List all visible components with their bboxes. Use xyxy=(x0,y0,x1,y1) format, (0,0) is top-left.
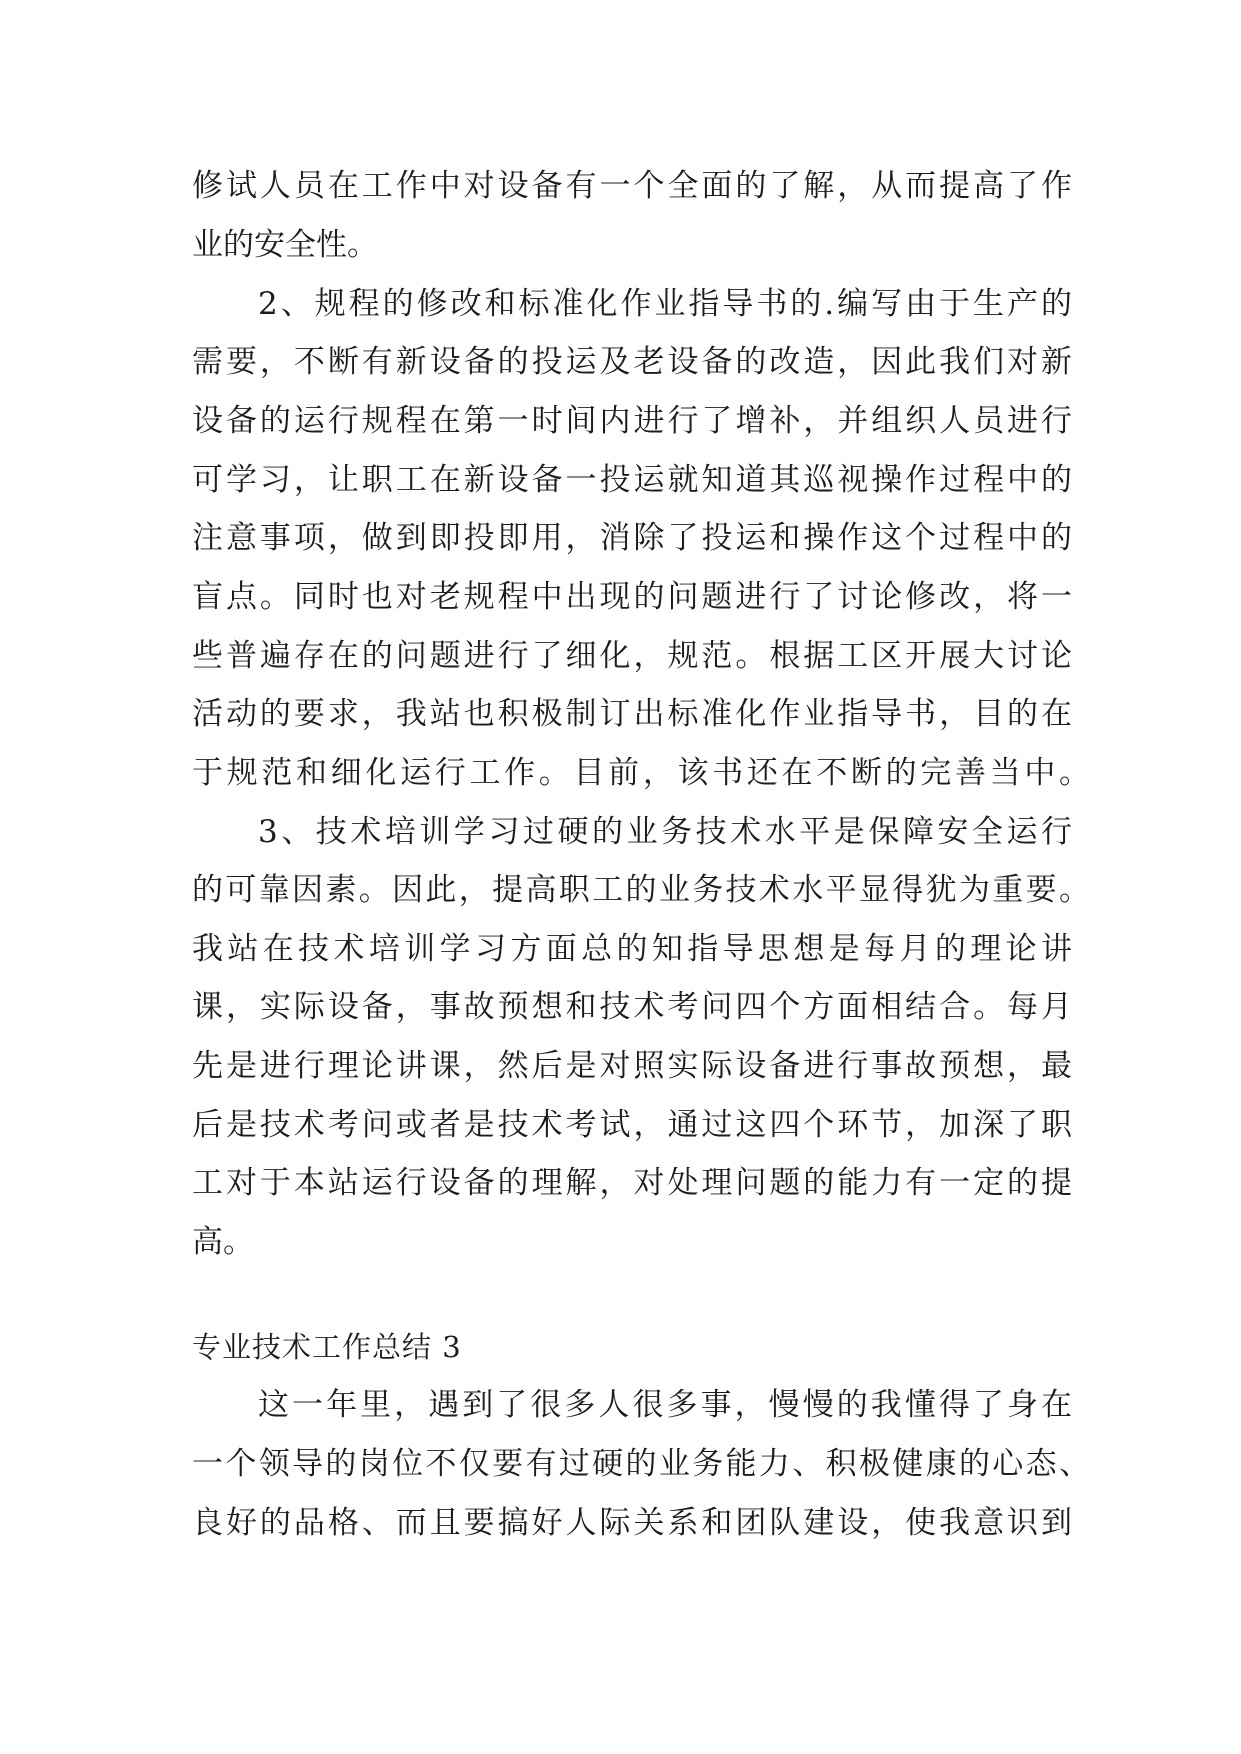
body-line-1: 修试人员在工作中对设备有一个全面的了解，从而提高了作 xyxy=(192,168,1072,204)
body-line-4: 需要，不断有新设备的投运及老设备的改造，因此我们对新 xyxy=(192,344,1072,380)
body-line-7: 注意事项，做到即投即用，消除了投运和操作这个过程中的 xyxy=(192,520,1072,556)
body-line-14: 我站在技术培训学习方面总的知指导思想是每月的理论讲 xyxy=(192,931,1072,967)
body-line-18: 工对于本站运行设备的理解，对处理问题的能力有一定的提 xyxy=(192,1165,1072,1201)
body-line-12: 3、技术培训学习过硬的业务技术水平是保障安全运行 xyxy=(258,814,1072,850)
body-line-10: 活动的要求，我站也积极制订出标准化作业指导书，目的在 xyxy=(192,696,1072,732)
body-line-6: 可学习，让职工在新设备一投运就知道其巡视操作过程中的 xyxy=(192,462,1072,498)
body-line-21: 一个领导的岗位不仅要有过硬的业务能力、积极健康的心态、 xyxy=(192,1446,1090,1482)
body-line-15: 课，实际设备，事故预想和技术考问四个方面相结合。每月 xyxy=(192,989,1072,1025)
body-line-9: 些普遍存在的问题进行了细化，规范。根据工区开展大讨论 xyxy=(192,638,1072,674)
body-line-2: 业的安全性。 xyxy=(192,227,378,263)
body-line-13: 的可靠因素。因此，提高职工的业务技术水平显得犹为重要。 xyxy=(192,872,1090,908)
body-line-5: 设备的运行规程在第一时间内进行了增补，并组织人员进行 xyxy=(192,403,1072,439)
body-line-11: 于规范和细化运行工作。目前，该书还在不断的完善当中。 xyxy=(192,755,1090,791)
body-line-8: 盲点。同时也对老规程中出现的问题进行了讨论修改，将一 xyxy=(192,579,1072,615)
section-heading: 专业技术工作总结 3 xyxy=(192,1330,462,1364)
body-line-17: 后是技术考问或者是技术考试，通过这四个环节，加深了职 xyxy=(192,1107,1072,1143)
body-line-20: 这一年里，遇到了很多人很多事，慢慢的我懂得了身在 xyxy=(258,1387,1072,1423)
body-line-22: 良好的品格、而且要搞好人际关系和团队建设，使我意识到 xyxy=(192,1505,1072,1541)
body-line-19: 高。 xyxy=(192,1224,254,1260)
body-line-16: 先是进行理论讲课，然后是对照实际设备进行事故预想，最 xyxy=(192,1048,1072,1084)
body-line-3: 2、规程的修改和标准化作业指导书的.编写由于生产的 xyxy=(258,286,1072,322)
